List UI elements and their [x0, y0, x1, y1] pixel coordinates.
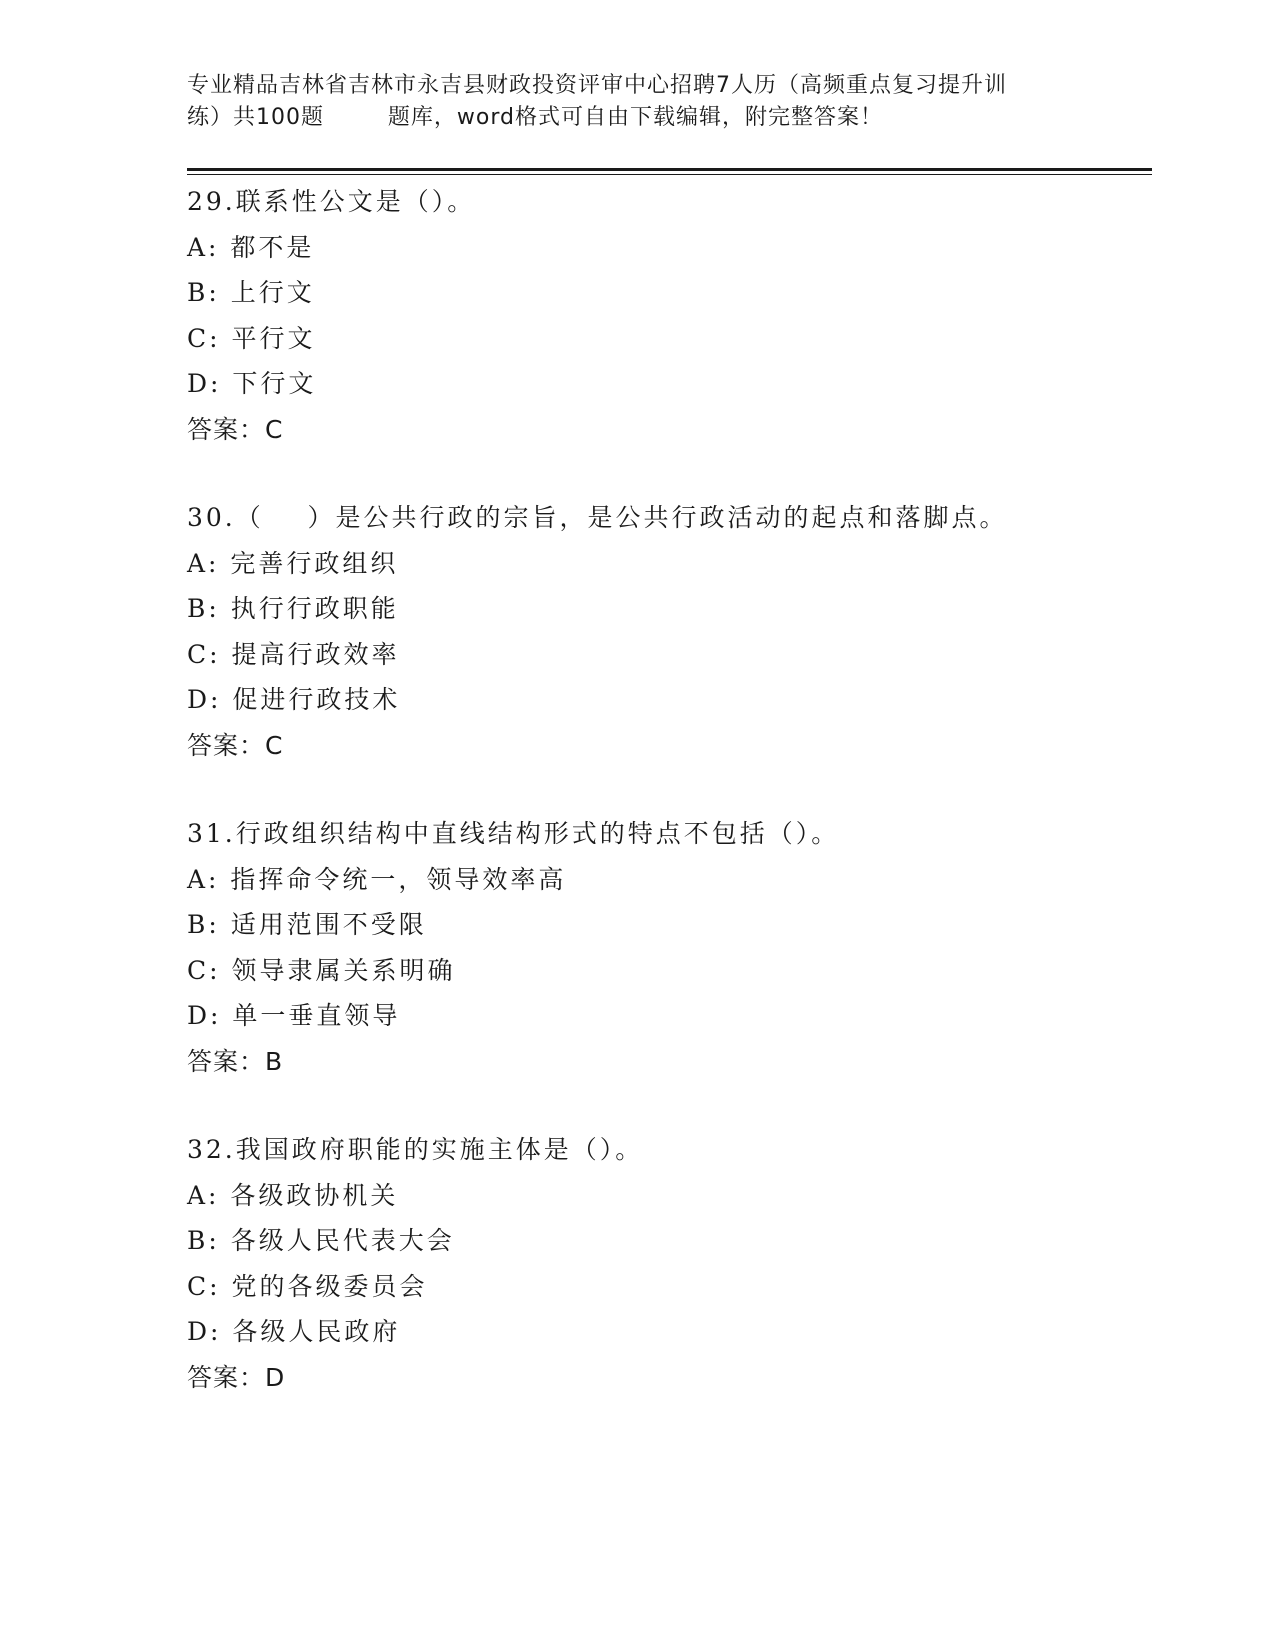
question-stem: 30.（ ）是公共行政的宗旨，是公共行政活动的起点和落脚点。 [187, 503, 1008, 532]
question-32 [187, 1127, 1152, 1400]
question-30 [187, 495, 1152, 768]
question-gap [187, 452, 1152, 495]
option-d: D: 单一垂直领导 [187, 1001, 401, 1030]
question-gap [187, 1084, 1152, 1127]
option-d: D: 下行文 [187, 369, 317, 398]
option-c: C: 提高行政效率 [187, 639, 400, 669]
option-d: D: 促进行政技术 [187, 685, 401, 714]
answer-label: 答案：B [187, 1046, 284, 1076]
option-b: B: 适用范围不受限 [187, 910, 427, 939]
question-29 [187, 179, 1152, 452]
question-stem: 31.行政组织结构中直线结构形式的特点不包括（）。 [187, 819, 840, 848]
option-b: B: 上行文 [187, 278, 315, 307]
option-a: A: 完善行政组织 [187, 548, 399, 578]
question-stem: 29.联系性公文是（）。 [187, 187, 476, 216]
answer-label: 答案：C [187, 414, 284, 444]
option-c: C: 领导隶属关系明确 [187, 955, 456, 985]
header-divider [187, 168, 1152, 175]
document-header [187, 70, 1152, 134]
option-b: B: 各级人民代表大会 [187, 1226, 455, 1255]
option-c: C: 平行文 [187, 323, 316, 353]
question-gap [187, 768, 1152, 811]
answer-label: 答案：D [187, 1362, 286, 1392]
document-page [187, 70, 1152, 1400]
option-a: A: 各级政协机关 [187, 1180, 399, 1210]
answer-label: 答案：C [187, 730, 284, 760]
option-a: A: 都不是 [187, 232, 315, 262]
header-line-1: 专业精品吉林省吉林市永吉县财政投资评审中心招聘7人历（高频重点复习提升训 [187, 73, 1007, 98]
option-b: B: 执行行政职能 [187, 594, 399, 623]
header-line-2: 练）共100题 题库，word格式可自由下载编辑，附完整答案！ [187, 105, 884, 130]
option-c: C: 党的各级委员会 [187, 1271, 428, 1301]
option-a: A: 指挥命令统一，领导效率高 [187, 864, 567, 894]
question-31 [187, 811, 1152, 1084]
question-stem: 32.我国政府职能的实施主体是（）。 [187, 1135, 644, 1164]
option-d: D: 各级人民政府 [187, 1317, 401, 1346]
